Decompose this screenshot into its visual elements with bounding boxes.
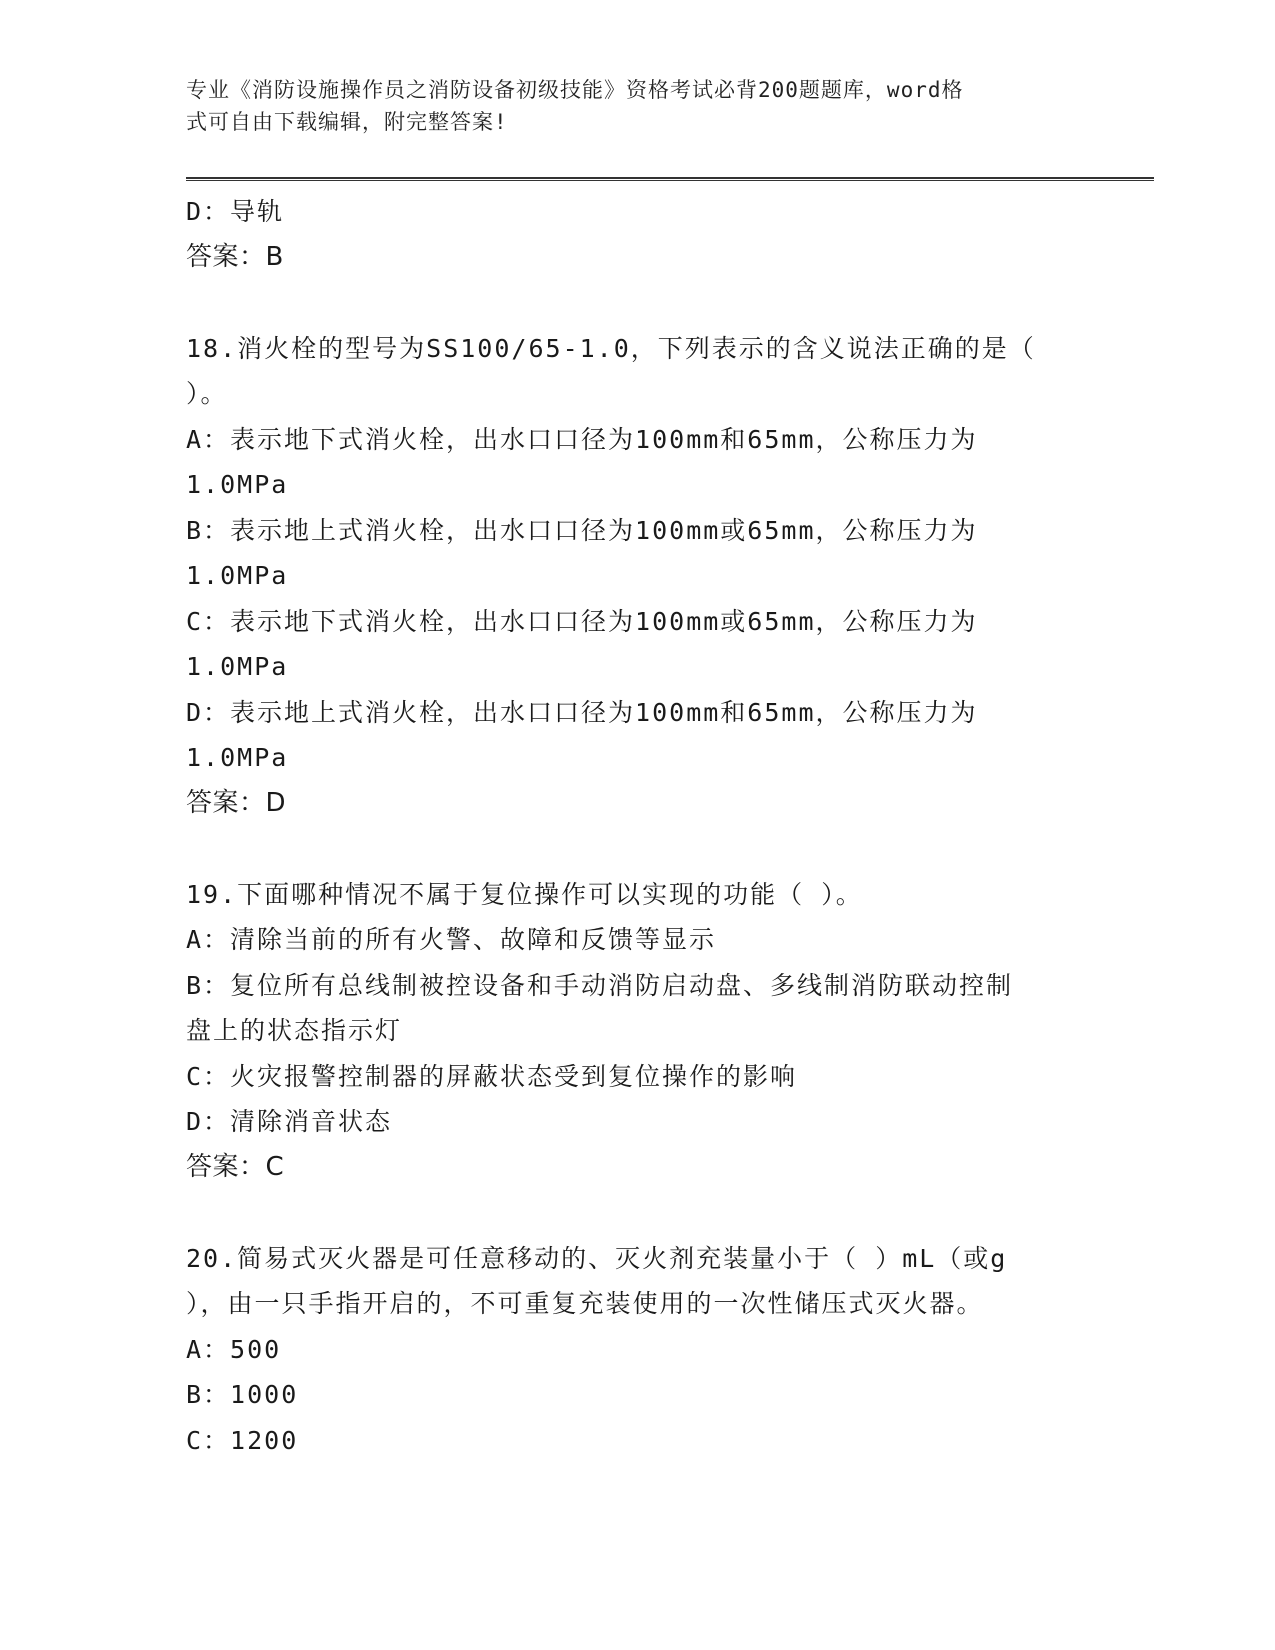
- header-divider: [186, 177, 1154, 181]
- question-20: [186, 1236, 1086, 1464]
- spacer: [186, 1190, 1086, 1236]
- q18-option-b-line-1: B：表示地上式消火栓，出水口口径为100mm或65mm，公称压力为: [186, 515, 978, 545]
- q18-option-a-line-2: 1.0MPa: [186, 470, 289, 499]
- header-line-1: 专业《消防设施操作员之消防设备初级技能》资格考试必背200题题库，word格: [186, 78, 964, 102]
- question-list: [186, 189, 1086, 1463]
- q20-option-b: B：1000: [186, 1380, 299, 1409]
- q18-option-c-line-1: C：表示地下式消火栓，出水口口径为100mm或65mm，公称压力为: [186, 606, 978, 636]
- q19-option-a: A：清除当前的所有火警、故障和反馈等显示: [186, 925, 717, 954]
- q20-option-c: C：1200: [186, 1425, 299, 1455]
- q20-option-a: A：500: [186, 1334, 282, 1364]
- q20-stem-line-1: 20.简易式灭火器是可任意移动的、灭火剂充装量小于（ ）mL（或g: [186, 1243, 1008, 1273]
- q19-stem: 19.下面哪种情况不属于复位操作可以实现的功能（ ）。: [186, 879, 863, 909]
- q17-answer: 答案：B: [186, 241, 284, 272]
- q19-option-c: C：火灾报警控制器的屏蔽状态受到复位操作的影响: [186, 1061, 798, 1091]
- q18-option-d-line-2: 1.0MPa: [186, 743, 289, 772]
- q18-answer: 答案：D: [186, 787, 287, 818]
- q18-stem-line-2: ）。: [186, 379, 228, 408]
- q19-option-d: D：清除消音状态: [186, 1107, 393, 1136]
- question-19: [186, 872, 1086, 1191]
- q18-option-c-line-2: 1.0MPa: [186, 652, 289, 681]
- header-line-2: 式可自由下载编辑，附完整答案!: [186, 110, 508, 134]
- question-18: [186, 326, 1086, 827]
- q18-option-a-line-1: A：表示地下式消火栓，出水口口径为100mm和65mm，公称压力为: [186, 424, 978, 454]
- q18-option-d-line-1: D：表示地上式消火栓，出水口口径为100mm和65mm，公称压力为: [186, 697, 978, 727]
- page-header: [186, 74, 1066, 138]
- q18-stem-line-1: 18.消火栓的型号为SS100/65-1.0，下列表示的含义说法正确的是（: [186, 333, 1036, 363]
- q19-answer: 答案：C: [186, 1151, 285, 1182]
- q18-option-b-line-2: 1.0MPa: [186, 561, 289, 590]
- q17-option-d: D：导轨: [186, 197, 285, 226]
- q19-option-b-line-1: B：复位所有总线制被控设备和手动消防启动盘、多线制消防联动控制: [186, 970, 1014, 1000]
- spacer: [186, 826, 1086, 872]
- spacer: [186, 280, 1086, 326]
- q19-option-b-line-2: 盘上的状态指示灯: [186, 1016, 403, 1045]
- q20-stem-line-2: ），由一只手指开启的，不可重复充装使用的一次性储压式灭火器。: [186, 1289, 984, 1318]
